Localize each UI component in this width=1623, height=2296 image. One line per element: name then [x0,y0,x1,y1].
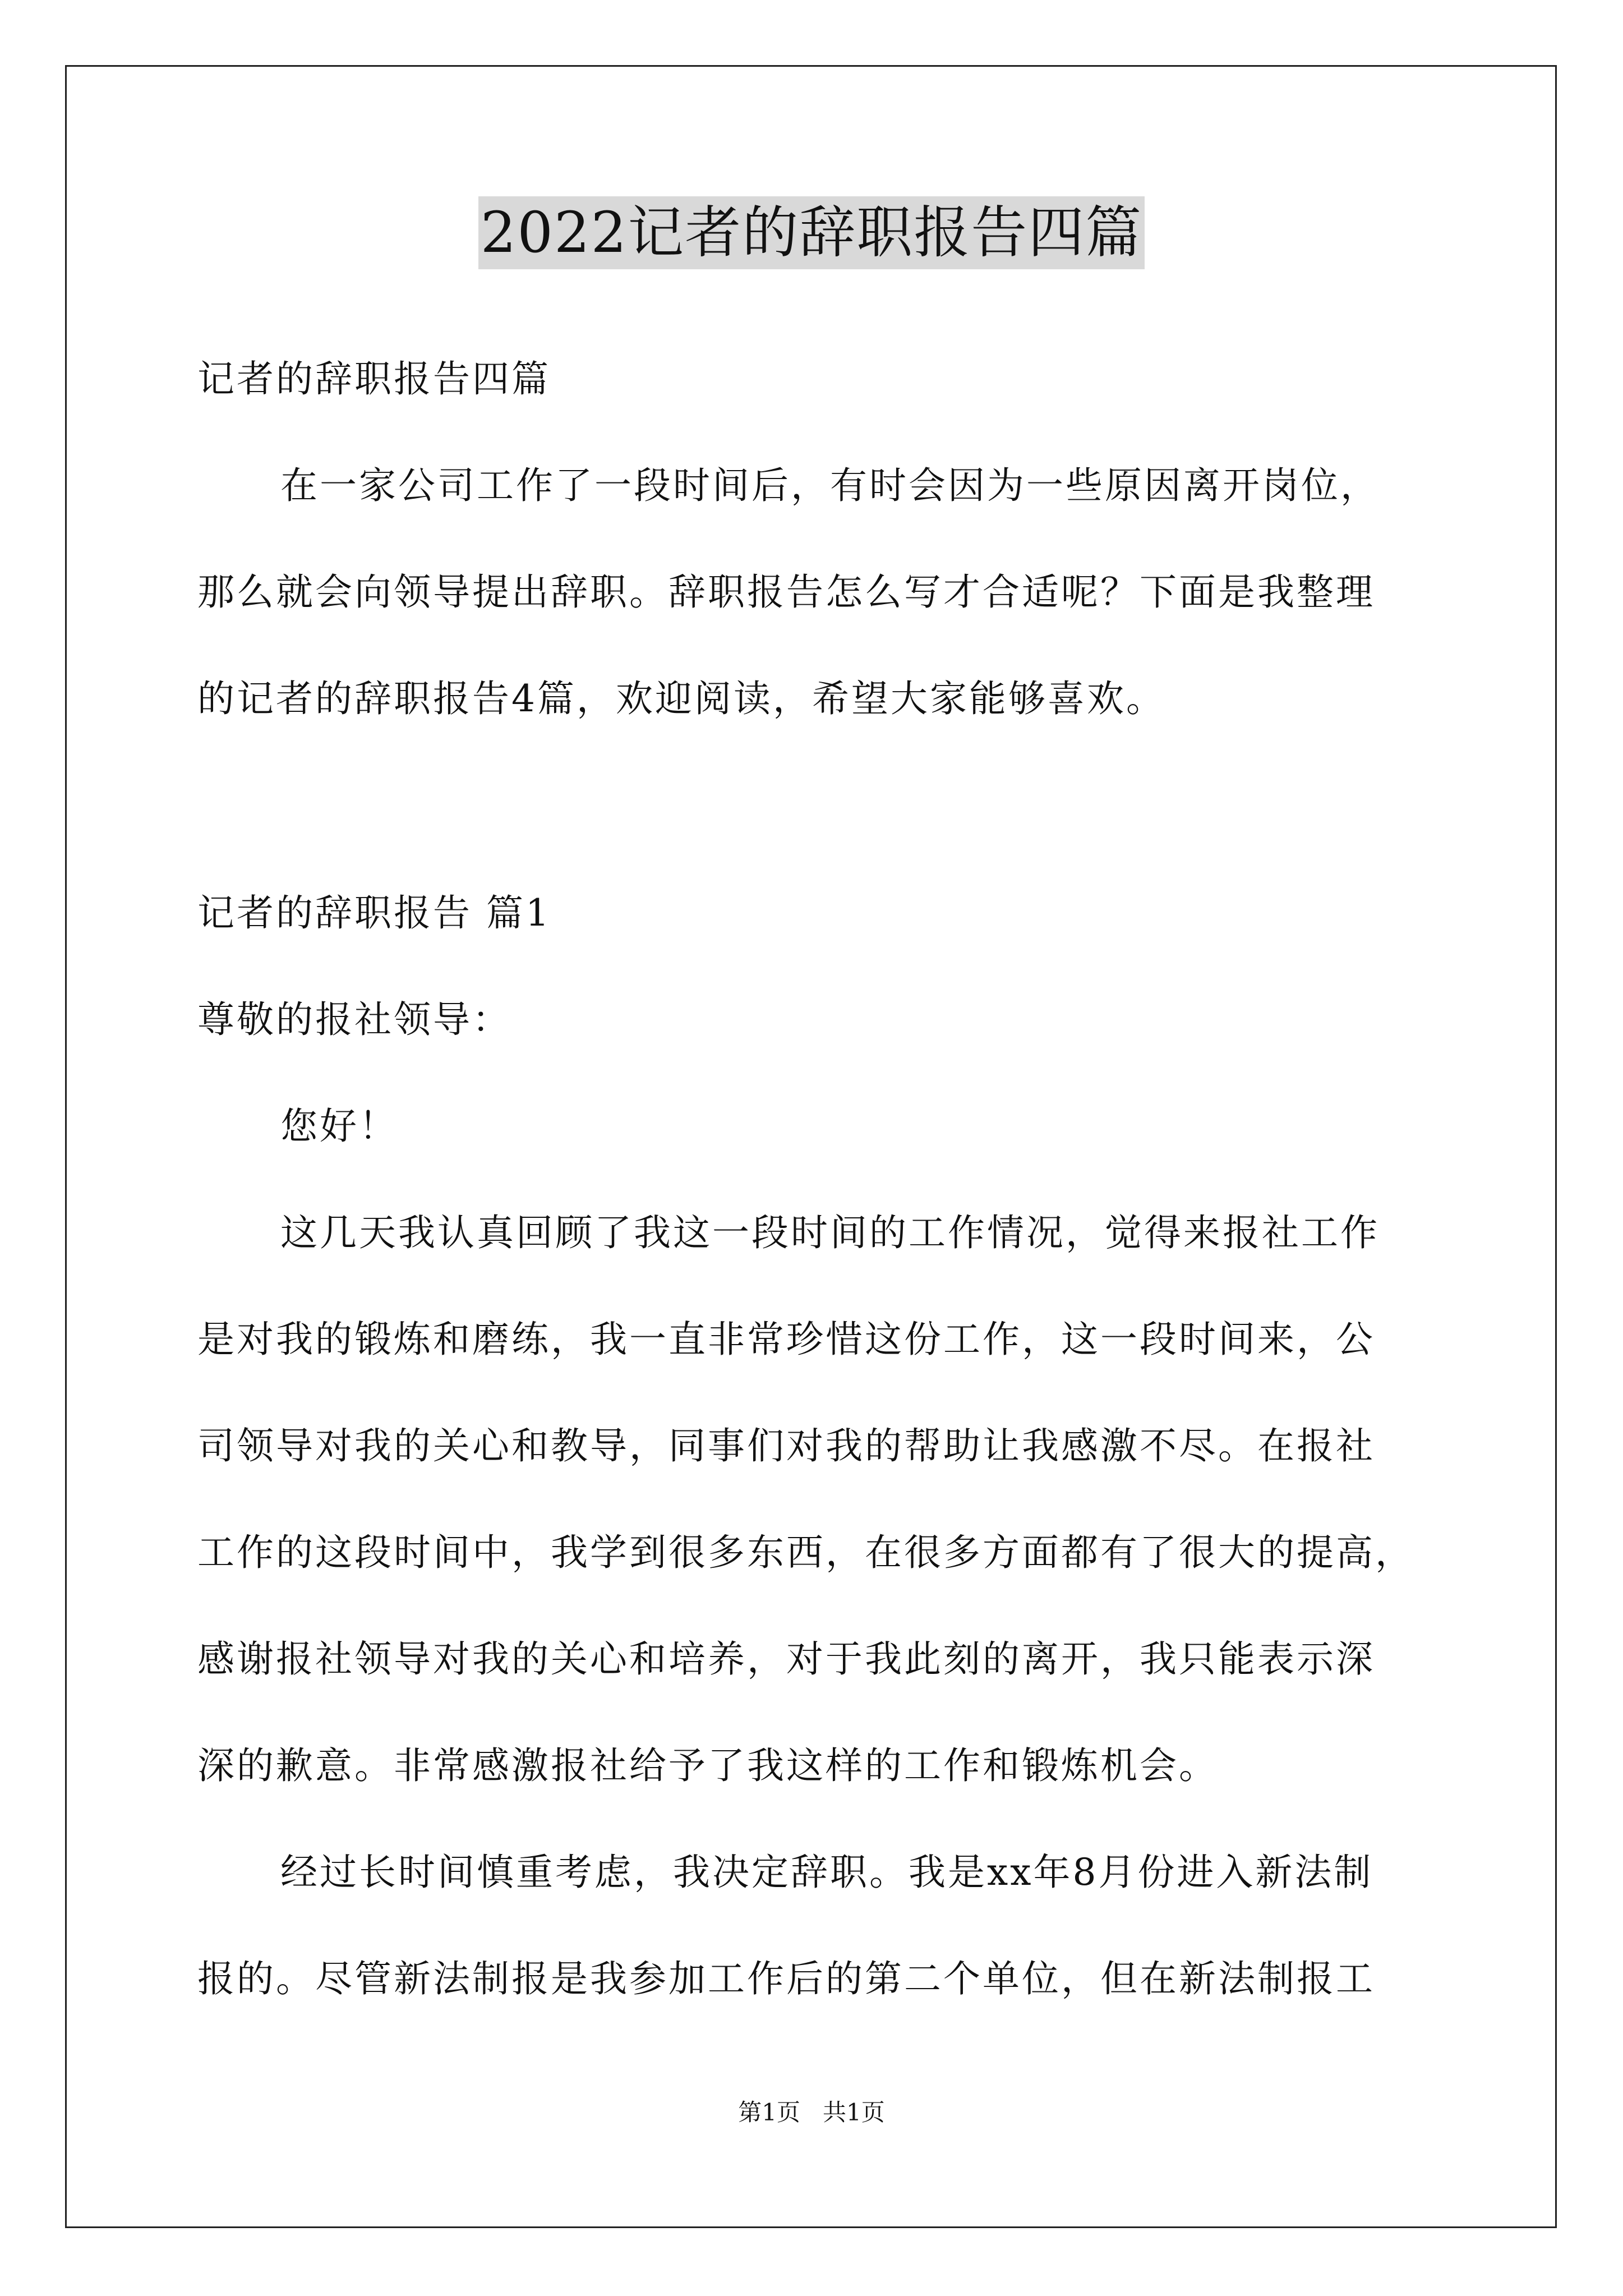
page-number-footer: 第1页 共1页 [738,2099,885,2126]
body-line: 的记者的辞职报告4篇，欢迎阅读，希望大家能够喜欢。 [197,677,1165,720]
body-line: 司领导对我的关心和教导，同事们对我的帮助让我感激不尽。在报社 [197,1424,1375,1467]
document-title: 2022记者的辞职报告四篇 [478,196,1145,269]
body-line: 工作的这段时间中，我学到很多东西，在很多方面都有了很大的提高， [197,1531,1414,1574]
greeting: 您好！ [280,1105,398,1148]
subtitle-line: 记者的辞职报告四篇 [197,357,551,401]
section-heading: 记者的辞职报告 篇1 [197,891,551,935]
body-line: 在一家公司工作了一段时间后，有时会因为一些原因离开岗位， [280,464,1380,507]
salutation: 尊敬的报社领导： [197,998,511,1041]
body-line: 是对我的锻炼和磨练，我一直非常珍惜这份工作，这一段时间来，公 [197,1318,1375,1361]
body-line: 深的歉意。非常感激报社给予了我这样的工作和锻炼机会。 [197,1744,1218,1787]
body-line: 经过长时间慎重考虑，我决定辞职。我是xx年8月份进入新法制 [280,1851,1373,1894]
body-line: 感谢报社领导对我的关心和培养，对于我此刻的离开，我只能表示深 [197,1637,1375,1681]
title-container [0,196,1623,269]
body-line: 这几天我认真回顾了我这一段时间的工作情况，觉得来报社工作 [280,1211,1380,1254]
body-line: 那么就会向领导提出辞职。辞职报告怎么写才合适呢？下面是我整理 [197,570,1375,614]
body-line: 报的。尽管新法制报是我参加工作后的第二个单位，但在新法制报工 [197,1957,1375,2000]
